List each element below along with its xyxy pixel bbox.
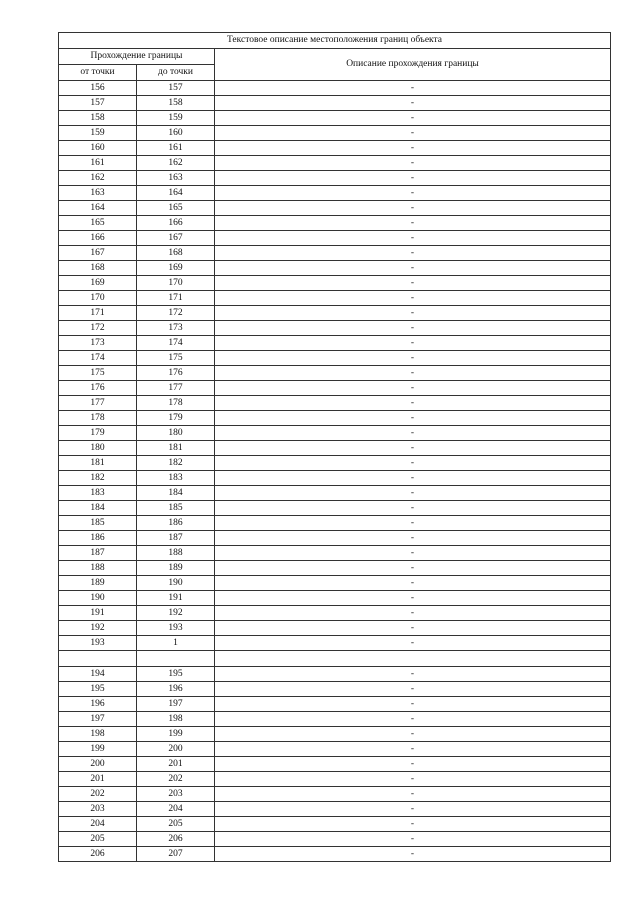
- cell-from: 179: [59, 426, 137, 441]
- cell-to: 183: [137, 471, 215, 486]
- cell-from: 194: [59, 667, 137, 682]
- table-row: [59, 847, 611, 862]
- table-row: [59, 817, 611, 832]
- cell-to: 169: [137, 261, 215, 276]
- cell-to: 184: [137, 486, 215, 501]
- cell-from: 175: [59, 366, 137, 381]
- cell-to: 168: [137, 246, 215, 261]
- cell-from: [59, 651, 137, 667]
- table-row: [59, 396, 611, 411]
- cell-from: 157: [59, 96, 137, 111]
- cell-from: 170: [59, 291, 137, 306]
- cell-to: [137, 651, 215, 667]
- cell-desc: -: [215, 156, 611, 171]
- cell-from: 177: [59, 396, 137, 411]
- cell-to: 200: [137, 742, 215, 757]
- table-row: [59, 156, 611, 171]
- cell-to: 164: [137, 186, 215, 201]
- table-title: Текстовое описание местоположения границ объекта: [59, 33, 611, 49]
- cell-from: 183: [59, 486, 137, 501]
- table-row: [59, 291, 611, 306]
- table-row: [59, 546, 611, 561]
- cell-desc: -: [215, 171, 611, 186]
- cell-from: 201: [59, 772, 137, 787]
- table-row: [59, 381, 611, 396]
- cell-from: 189: [59, 576, 137, 591]
- table-body: [59, 81, 611, 862]
- cell-from: 198: [59, 727, 137, 742]
- cell-from: 199: [59, 742, 137, 757]
- cell-from: 200: [59, 757, 137, 772]
- cell-from: 186: [59, 531, 137, 546]
- table-row: [59, 111, 611, 126]
- table-row: [59, 636, 611, 651]
- cell-desc: -: [215, 186, 611, 201]
- cell-desc: -: [215, 546, 611, 561]
- cell-desc: -: [215, 96, 611, 111]
- table-row: [59, 832, 611, 847]
- cell-to: 202: [137, 772, 215, 787]
- table-row: [59, 531, 611, 546]
- cell-desc: -: [215, 501, 611, 516]
- cell-desc: -: [215, 682, 611, 697]
- cell-desc: -: [215, 727, 611, 742]
- cell-desc: -: [215, 261, 611, 276]
- cell-from: 159: [59, 126, 137, 141]
- cell-desc: -: [215, 802, 611, 817]
- cell-to: 162: [137, 156, 215, 171]
- cell-from: 176: [59, 381, 137, 396]
- table-row: [59, 787, 611, 802]
- table-row: [59, 186, 611, 201]
- table-row: [59, 246, 611, 261]
- table-row: [59, 667, 611, 682]
- table-row: [59, 772, 611, 787]
- column-header-from-point: от точки: [59, 65, 137, 81]
- cell-to: 180: [137, 426, 215, 441]
- cell-desc: -: [215, 246, 611, 261]
- cell-from: 203: [59, 802, 137, 817]
- table-row: [59, 697, 611, 712]
- cell-from: 197: [59, 712, 137, 727]
- cell-from: 174: [59, 351, 137, 366]
- table-row: [59, 336, 611, 351]
- cell-desc: -: [215, 712, 611, 727]
- cell-to: 1: [137, 636, 215, 651]
- cell-to: 188: [137, 546, 215, 561]
- cell-desc: -: [215, 126, 611, 141]
- cell-from: 185: [59, 516, 137, 531]
- cell-to: 160: [137, 126, 215, 141]
- column-header-to-point: до точки: [137, 65, 215, 81]
- cell-desc: [215, 651, 611, 667]
- cell-desc: -: [215, 742, 611, 757]
- cell-from: 182: [59, 471, 137, 486]
- table-row: [59, 757, 611, 772]
- cell-desc: -: [215, 667, 611, 682]
- table-row: [59, 141, 611, 156]
- cell-to: 181: [137, 441, 215, 456]
- table-row: [59, 802, 611, 817]
- table-row: [59, 306, 611, 321]
- cell-to: 174: [137, 336, 215, 351]
- cell-desc: -: [215, 832, 611, 847]
- cell-from: 171: [59, 306, 137, 321]
- cell-from: 180: [59, 441, 137, 456]
- cell-from: 168: [59, 261, 137, 276]
- cell-desc: -: [215, 847, 611, 862]
- cell-to: 195: [137, 667, 215, 682]
- cell-desc: -: [215, 426, 611, 441]
- cell-to: 170: [137, 276, 215, 291]
- cell-from: 156: [59, 81, 137, 96]
- cell-desc: -: [215, 486, 611, 501]
- cell-to: 172: [137, 306, 215, 321]
- table-row: [59, 441, 611, 456]
- cell-from: 160: [59, 141, 137, 156]
- table-row: [59, 727, 611, 742]
- table-row: [59, 486, 611, 501]
- cell-desc: -: [215, 306, 611, 321]
- cell-to: 192: [137, 606, 215, 621]
- table-row: [59, 171, 611, 186]
- cell-from: 205: [59, 832, 137, 847]
- cell-desc: -: [215, 231, 611, 246]
- cell-to: 206: [137, 832, 215, 847]
- table-row: [59, 712, 611, 727]
- table-row: [59, 471, 611, 486]
- cell-desc: -: [215, 396, 611, 411]
- cell-from: 188: [59, 561, 137, 576]
- cell-to: 187: [137, 531, 215, 546]
- cell-to: 204: [137, 802, 215, 817]
- table-row: [59, 742, 611, 757]
- cell-to: 163: [137, 171, 215, 186]
- cell-to: 185: [137, 501, 215, 516]
- cell-from: 165: [59, 216, 137, 231]
- cell-to: 199: [137, 727, 215, 742]
- cell-to: 173: [137, 321, 215, 336]
- cell-desc: -: [215, 606, 611, 621]
- cell-from: 196: [59, 697, 137, 712]
- cell-desc: -: [215, 276, 611, 291]
- table-row: [59, 682, 611, 697]
- table-row: [59, 126, 611, 141]
- cell-to: 191: [137, 591, 215, 606]
- cell-to: 166: [137, 216, 215, 231]
- cell-from: 163: [59, 186, 137, 201]
- table-row: [59, 276, 611, 291]
- table-row: [59, 231, 611, 246]
- cell-to: 182: [137, 456, 215, 471]
- cell-from: 166: [59, 231, 137, 246]
- table-row: [59, 351, 611, 366]
- table-row: [59, 591, 611, 606]
- cell-from: 204: [59, 817, 137, 832]
- cell-from: 167: [59, 246, 137, 261]
- cell-to: 179: [137, 411, 215, 426]
- table-row: [59, 606, 611, 621]
- cell-to: 178: [137, 396, 215, 411]
- cell-desc: -: [215, 591, 611, 606]
- cell-from: 190: [59, 591, 137, 606]
- column-header-description: Описание прохождения границы: [215, 49, 611, 81]
- cell-desc: -: [215, 216, 611, 231]
- cell-to: 193: [137, 621, 215, 636]
- cell-from: 172: [59, 321, 137, 336]
- table-row: [59, 96, 611, 111]
- cell-to: 196: [137, 682, 215, 697]
- cell-desc: -: [215, 81, 611, 96]
- cell-from: 192: [59, 621, 137, 636]
- cell-to: 207: [137, 847, 215, 862]
- cell-from: 193: [59, 636, 137, 651]
- cell-to: 175: [137, 351, 215, 366]
- cell-from: 187: [59, 546, 137, 561]
- table-row: [59, 576, 611, 591]
- cell-desc: -: [215, 411, 611, 426]
- cell-desc: -: [215, 336, 611, 351]
- cell-desc: -: [215, 757, 611, 772]
- table-row: [59, 321, 611, 336]
- table-row: [59, 426, 611, 441]
- group-header-boundary-passage: Прохождение границы: [59, 49, 215, 65]
- cell-to: 190: [137, 576, 215, 591]
- table-row: [59, 651, 611, 667]
- cell-to: 197: [137, 697, 215, 712]
- table-row: [59, 501, 611, 516]
- cell-desc: -: [215, 772, 611, 787]
- cell-desc: -: [215, 561, 611, 576]
- cell-desc: -: [215, 441, 611, 456]
- cell-desc: -: [215, 351, 611, 366]
- cell-desc: -: [215, 697, 611, 712]
- cell-desc: -: [215, 576, 611, 591]
- cell-from: 206: [59, 847, 137, 862]
- cell-from: 158: [59, 111, 137, 126]
- cell-desc: -: [215, 621, 611, 636]
- cell-to: 198: [137, 712, 215, 727]
- table-row: [59, 621, 611, 636]
- cell-to: 158: [137, 96, 215, 111]
- cell-from: 181: [59, 456, 137, 471]
- cell-from: 162: [59, 171, 137, 186]
- table-row: [59, 561, 611, 576]
- cell-to: 165: [137, 201, 215, 216]
- cell-to: 161: [137, 141, 215, 156]
- cell-desc: -: [215, 531, 611, 546]
- cell-desc: -: [215, 456, 611, 471]
- cell-to: 171: [137, 291, 215, 306]
- table-row: [59, 81, 611, 96]
- cell-desc: -: [215, 381, 611, 396]
- cell-to: 167: [137, 231, 215, 246]
- cell-from: 178: [59, 411, 137, 426]
- boundary-description-table: [58, 32, 611, 862]
- cell-to: 157: [137, 81, 215, 96]
- cell-to: 159: [137, 111, 215, 126]
- cell-from: 161: [59, 156, 137, 171]
- cell-from: 184: [59, 501, 137, 516]
- table-row: [59, 261, 611, 276]
- cell-desc: -: [215, 516, 611, 531]
- cell-to: 205: [137, 817, 215, 832]
- table-row: [59, 411, 611, 426]
- table-row: [59, 201, 611, 216]
- cell-to: 201: [137, 757, 215, 772]
- cell-desc: -: [215, 471, 611, 486]
- cell-to: 186: [137, 516, 215, 531]
- cell-from: 164: [59, 201, 137, 216]
- cell-desc: -: [215, 321, 611, 336]
- cell-from: 202: [59, 787, 137, 802]
- cell-desc: -: [215, 201, 611, 216]
- cell-to: 189: [137, 561, 215, 576]
- cell-from: 173: [59, 336, 137, 351]
- cell-desc: -: [215, 141, 611, 156]
- document-page: [58, 32, 611, 862]
- table-row: [59, 456, 611, 471]
- cell-desc: -: [215, 111, 611, 126]
- cell-desc: -: [215, 787, 611, 802]
- table-row: [59, 516, 611, 531]
- cell-desc: -: [215, 817, 611, 832]
- cell-from: 195: [59, 682, 137, 697]
- cell-desc: -: [215, 291, 611, 306]
- table-row: [59, 216, 611, 231]
- cell-from: 191: [59, 606, 137, 621]
- cell-desc: -: [215, 366, 611, 381]
- cell-to: 177: [137, 381, 215, 396]
- cell-desc: -: [215, 636, 611, 651]
- cell-from: 169: [59, 276, 137, 291]
- cell-to: 203: [137, 787, 215, 802]
- table-row: [59, 366, 611, 381]
- cell-to: 176: [137, 366, 215, 381]
